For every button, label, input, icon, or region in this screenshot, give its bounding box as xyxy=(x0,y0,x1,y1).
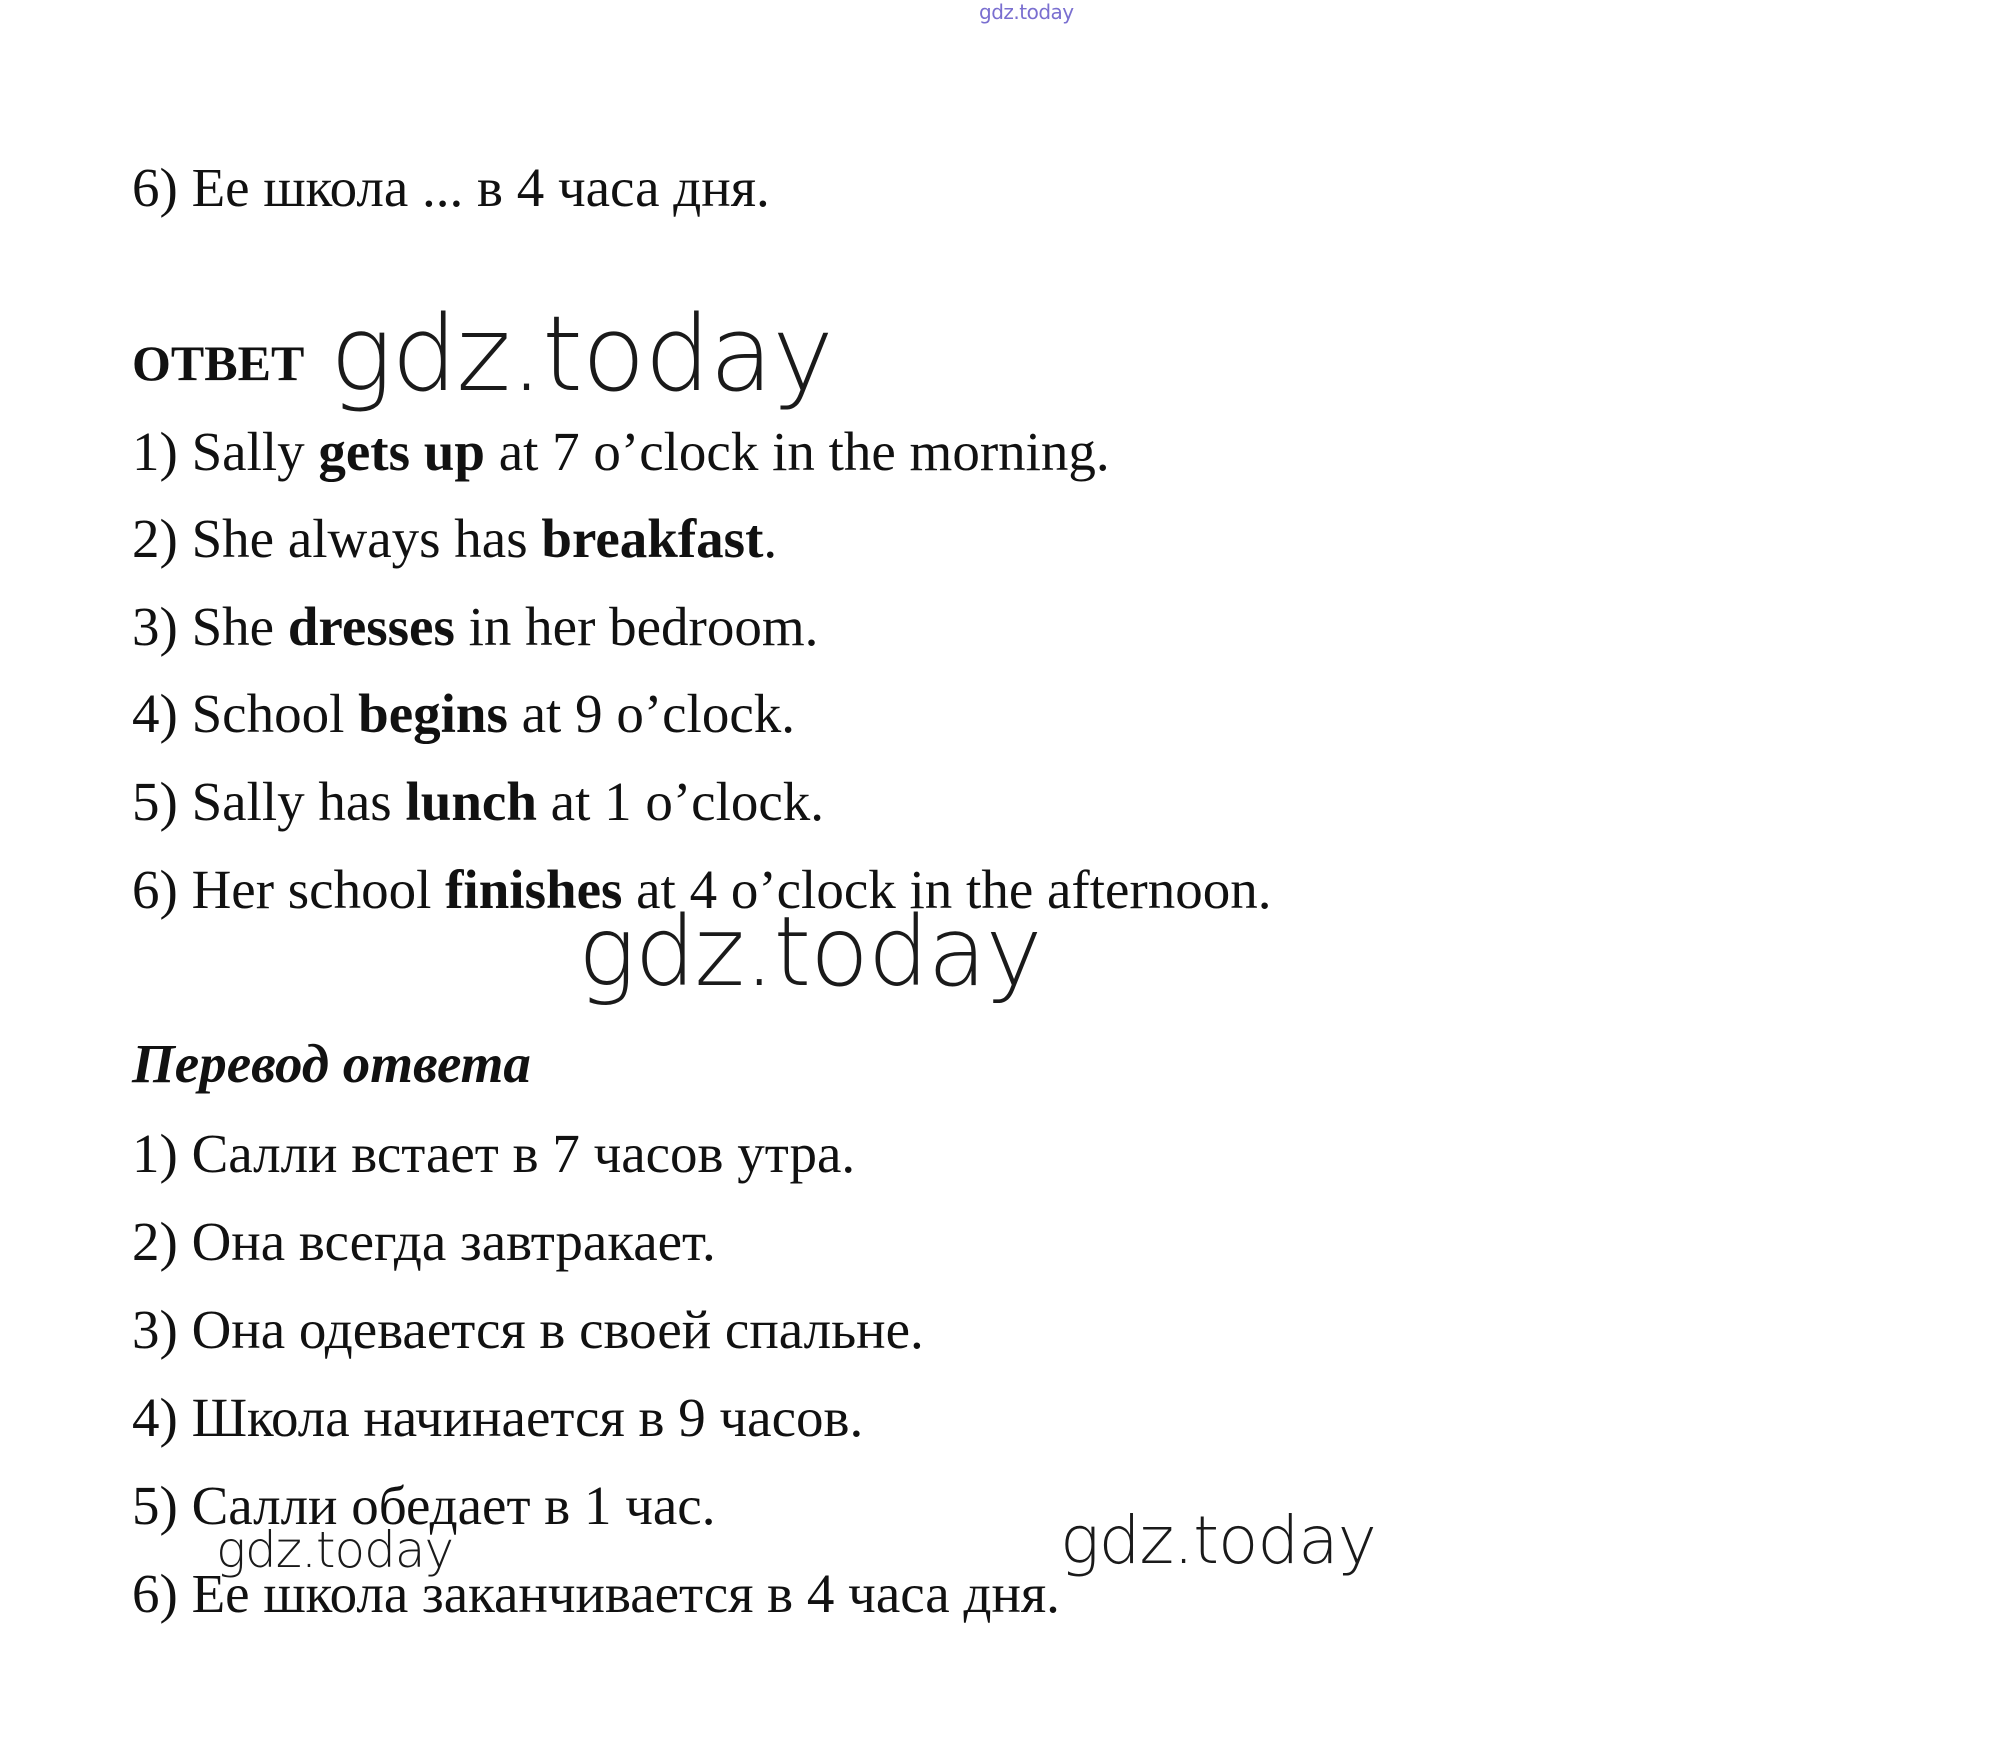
watermark-bottom-right: gdz.today xyxy=(1060,1502,1376,1579)
translation-item-3: 3) Она одевается в своей спальне. xyxy=(132,1299,924,1360)
watermark-middle: gdz.today xyxy=(578,896,1042,1008)
watermark-answer-heading: gdz.today xyxy=(330,293,833,415)
watermark-top: gdz.today xyxy=(979,0,1074,24)
task-line-6: 6) Ее школа ... в 4 часа дня. xyxy=(132,157,770,218)
answer-item-1: 1) Sally gets up at 7 o’clock in the morning. xyxy=(132,421,1110,482)
answer-heading: ОТВЕТ xyxy=(132,335,305,391)
watermark-bottom-left: gdz.today xyxy=(216,1521,454,1579)
answer-item-3: 3) She dresses in her bedroom. xyxy=(132,596,819,657)
translation-item-5: 5) Салли обедает в 1 час. xyxy=(132,1475,716,1536)
translation-heading: Перевод ответа xyxy=(132,1033,531,1094)
translation-item-2: 2) Она всегда завтракает. xyxy=(132,1211,716,1272)
translation-item-1: 1) Салли встает в 7 часов утра. xyxy=(132,1123,856,1184)
translation-item-6: 6) Ее школа заканчивается в 4 часа дня. xyxy=(132,1563,1060,1624)
answer-item-6: 6) Her school finishes at 4 o’clock in the afternoon. xyxy=(132,859,1272,920)
answer-item-2: 2) She always has breakfast. xyxy=(132,508,778,569)
translation-item-4: 4) Школа начинается в 9 часов. xyxy=(132,1387,864,1448)
answer-item-5: 5) Sally has lunch at 1 o’clock. xyxy=(132,771,825,832)
answer-item-4: 4) School begins at 9 o’clock. xyxy=(132,683,796,744)
